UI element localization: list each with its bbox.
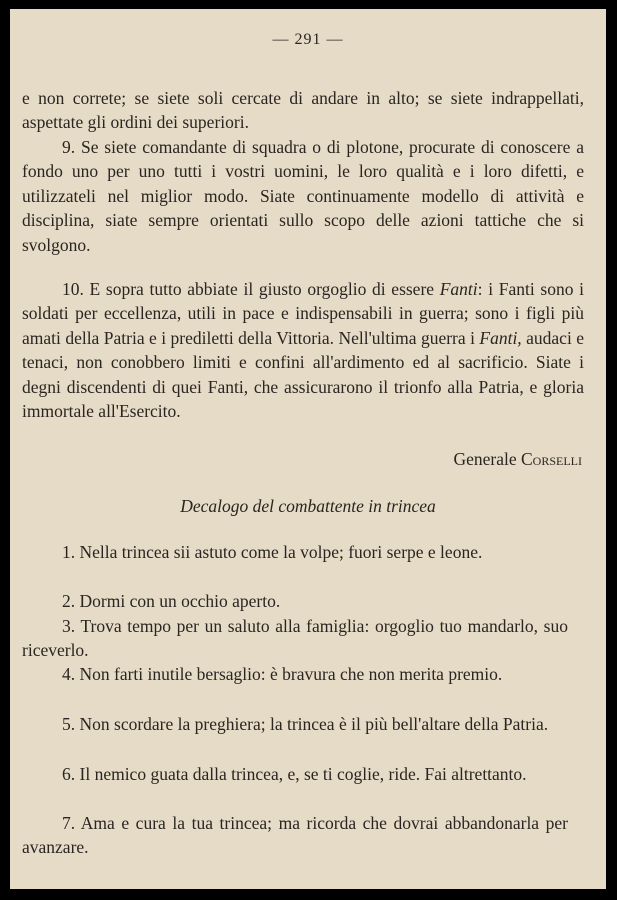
decalogo-item-6: 6. Il nemico guata dalla trincea, e, se ti coglie, ride. Fai altrettanto. [62, 764, 527, 784]
fanti-italic-1: Fanti [439, 279, 478, 299]
paragraph-10-end: audaci e tenaci, non conobbero limiti e confini all'ardimento ed al sacrificio. Siate i degni discendenti di quei Fanti, che assicurarono il trionfo alla Patria, e gloria immortale all'Esercito. [22, 327, 585, 422]
paragraph-9: 9. Se siete comandante di squadra o di plotone, procurate di conoscere a fondo uno per uno tutti i vostri uomini, le loro qualità e i loro difetti, e utilizzateli nel miglior modo. Siate continuamente modello di attività e disciplina, siate sempre orientati sullo scopo delle azioni tattiche che si svolgono. [22, 137, 584, 255]
fanti-italic-2: Fanti, [479, 327, 522, 348]
paragraph-10 [22, 277, 584, 423]
decalogo-item-3: 3. Trova tempo per un saluto alla famiglia: orgoglio tuo mandarlo, suo riceverlo. [22, 616, 568, 660]
page-number: — 291 — [272, 31, 344, 48]
decalogo-item-7: 7. Ama e cura la tua trincea; ma ricorda che dovrai abbandonarla per avanzare. [22, 813, 568, 857]
signature-name: Corselli [520, 449, 582, 469]
signature-title: Generale [453, 449, 517, 469]
decalogo-item-1: 1. Nella trincea sii astuto come la volpe; fuori serpe e leone. [62, 542, 483, 562]
book-page [10, 9, 606, 889]
section-title: Decalogo del combattente in trincea [180, 496, 436, 516]
paragraph-continued: e non correte; se siete soli cercate di andare in alto; se siete indrappellati, aspettate gli ordini dei superiori. [22, 88, 584, 133]
decalogo-item-5: 5. Non scordare la preghiera; la trincea è il più bell'altare della Patria. [62, 714, 549, 734]
decalogo-item-2: 2. Dormi con un occhio aperto. [62, 591, 281, 611]
signature [453, 447, 582, 471]
paragraph-10-lead: 10. E sopra tutto abbiate il giusto orgoglio di essere [62, 279, 435, 299]
paragraph-10-mid: : i Fanti sono i soldati per eccellenza, utili in pace e indispensabili in guerra; sono i figli più amati della Patria e i prediletti della Vittoria. Nell'ultima guerra i [22, 279, 584, 348]
decalogo-item-4: 4. Non farti inutile bersaglio: è bravura che non merita premio. [62, 664, 503, 684]
